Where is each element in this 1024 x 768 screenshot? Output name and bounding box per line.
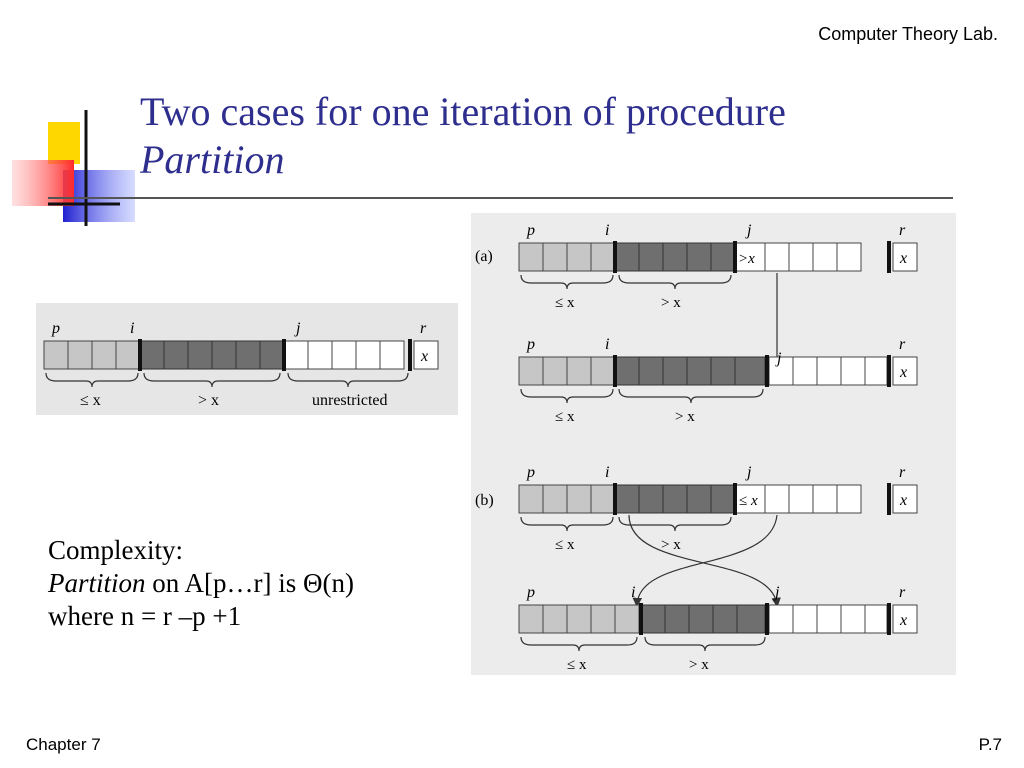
a1-j-cell: >x: [738, 251, 755, 267]
invariant-diagram: [36, 303, 458, 415]
a2-x-cell: x: [900, 364, 908, 381]
brace-unrestricted: unrestricted: [312, 392, 388, 409]
b1-label-j: j: [747, 464, 752, 481]
yellow-square: [48, 122, 80, 164]
cases-diagram: [471, 213, 956, 675]
title-line-1: Two cases for one iteration of procedure: [140, 89, 786, 134]
label-i: i: [130, 320, 135, 337]
a1-label-i: i: [605, 222, 610, 239]
slide-title: [140, 88, 940, 184]
red-square: [12, 160, 74, 206]
a1-label-p: p: [527, 222, 535, 239]
b1-label-r: r: [899, 464, 906, 481]
title-underline: [48, 197, 953, 199]
a2-brace-le: ≤ x: [555, 409, 575, 425]
a2-label-j: j: [777, 350, 782, 367]
complexity-text: [48, 534, 354, 633]
complexity-line-2: [48, 567, 354, 600]
complexity-line-3: where n = r –p +1: [48, 601, 242, 631]
b1-brace-le: ≤ x: [555, 537, 575, 553]
a1-x-cell: x: [900, 250, 908, 267]
a1-brace-gt: > x: [661, 295, 681, 311]
a2-label-p: p: [527, 336, 535, 353]
label-j: j: [296, 320, 301, 337]
label-x: x: [421, 348, 429, 365]
partition-italic: Partition: [48, 568, 146, 598]
a2-label-i: i: [605, 336, 610, 353]
footer-page-number: P.7: [978, 735, 1002, 754]
complexity-heading: Complexity:: [48, 535, 183, 565]
b2-label-j: j: [775, 584, 780, 601]
b1-label-i: i: [605, 464, 610, 481]
b1-label-p: p: [527, 464, 535, 481]
b2-label-i: i: [631, 584, 636, 601]
a2-label-r: r: [899, 336, 906, 353]
b2-brace-le: ≤ x: [567, 657, 587, 673]
footer-chapter: Chapter 7: [26, 735, 101, 754]
case-b-tag: (b): [475, 492, 494, 509]
partition-invariant-figure: [36, 303, 458, 415]
case-a-tag: (a): [475, 248, 493, 265]
a1-brace-le: ≤ x: [555, 295, 575, 311]
decorative-squares: [0, 100, 140, 230]
partition-cases-figure: [471, 213, 956, 675]
header-lab-name: Computer Theory Lab.: [818, 24, 998, 44]
label-p: p: [52, 320, 60, 337]
a2-brace-gt: > x: [675, 409, 695, 425]
b2-label-r: r: [899, 584, 906, 601]
b1-j-cell: ≤ x: [739, 493, 758, 509]
title-line-2: Partition: [140, 137, 285, 182]
label-r: r: [420, 320, 427, 337]
b2-x-cell: x: [900, 612, 908, 629]
brace-gt-x: > x: [198, 392, 220, 409]
brace-le-x: ≤ x: [80, 392, 101, 409]
b1-brace-gt: > x: [661, 537, 681, 553]
b1-x-cell: x: [900, 492, 908, 509]
a1-label-r: r: [899, 222, 906, 239]
a1-label-j: j: [747, 222, 752, 239]
b2-label-p: p: [527, 584, 535, 601]
complexity-bound: on A[p…r] is Θ(n): [145, 568, 354, 598]
b2-brace-gt: > x: [689, 657, 709, 673]
